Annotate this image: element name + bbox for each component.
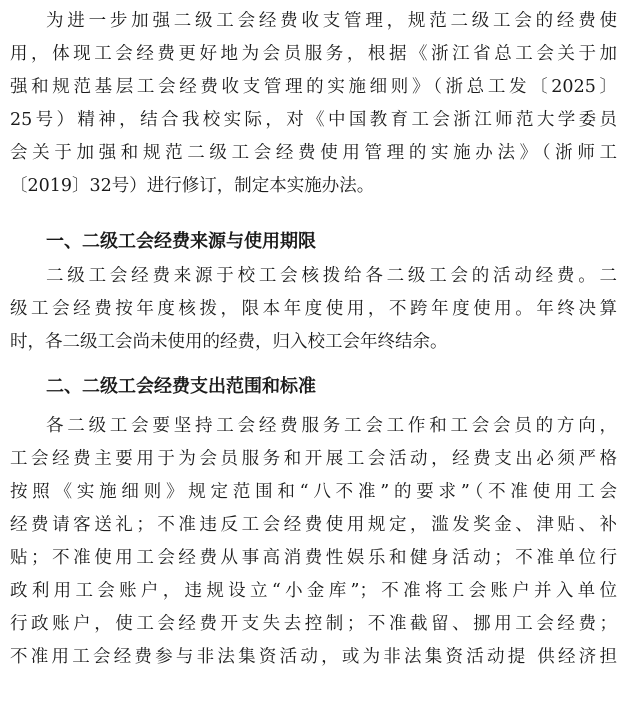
section-heading-1: 一、二级工会经费来源与使用期限 (46, 231, 316, 252)
section2-line-4: 经费请客送礼；不准违反工会经费使用规定，滥发奖金、津贴、补 (10, 515, 617, 535)
intro-line-5: 会关于加强和规范二级工会经费使用管理的实施办法》（浙师工 (10, 143, 617, 163)
section1-line-1: 二级工会经费来源于校工会核拨给各二级工会的活动经费。二 (46, 266, 617, 286)
intro-line-4: 25号）精神，结合我校实际，对《中国教育工会浙江师范大学委员 (10, 110, 617, 130)
intro-line-1: 为进一步加强二级工会经费收支管理，规范二级工会的经费使 (46, 11, 617, 31)
section2-line-6: 政利用工会账户，违规设立“小金库”；不准将工会账户并入单位 (10, 581, 617, 601)
section2-line-7: 行政账户，使工会经费开支失去控制；不准截留、挪用工会经费； (10, 614, 617, 634)
section2-line-5: 贴；不准使用工会经费从事高消费性娱乐和健身活动；不准单位行 (10, 548, 617, 568)
intro-line-2: 用，体现工会经费更好地为会员服务，根据《浙江省总工会关于加 (10, 44, 617, 64)
section1-line-3: 时，各二级工会尚未使用的经费，归入校工会年终结余。 (10, 332, 448, 352)
section-heading-2: 二、二级工会经费支出范围和标准 (46, 376, 316, 397)
section2-line-3: 按照《实施细则》规定范围和“八不准”的要求”（不准使用工会 (10, 482, 617, 502)
intro-line-6: 〔2019〕32号）进行修订，制定本实施办法。 (10, 176, 375, 196)
section2-line-1: 各二级工会要坚持工会经费服务工会工作和工会会员的方向， (46, 416, 617, 436)
section1-line-2: 级工会经费按年度核拨，限本年度使用，不跨年度使用。年终决算 (10, 299, 617, 319)
intro-line-3: 强和规范基层工会经费收支管理的实施细则》（浙总工发〔2025〕 (10, 77, 617, 97)
section2-line-8: 不准用工会经费参与非法集资活动，或为非法集资活动提 供经济担 (10, 647, 617, 667)
section2-line-2: 工会经费主要用于为会员服务和开展工会活动，经费支出必须严格 (10, 449, 617, 469)
